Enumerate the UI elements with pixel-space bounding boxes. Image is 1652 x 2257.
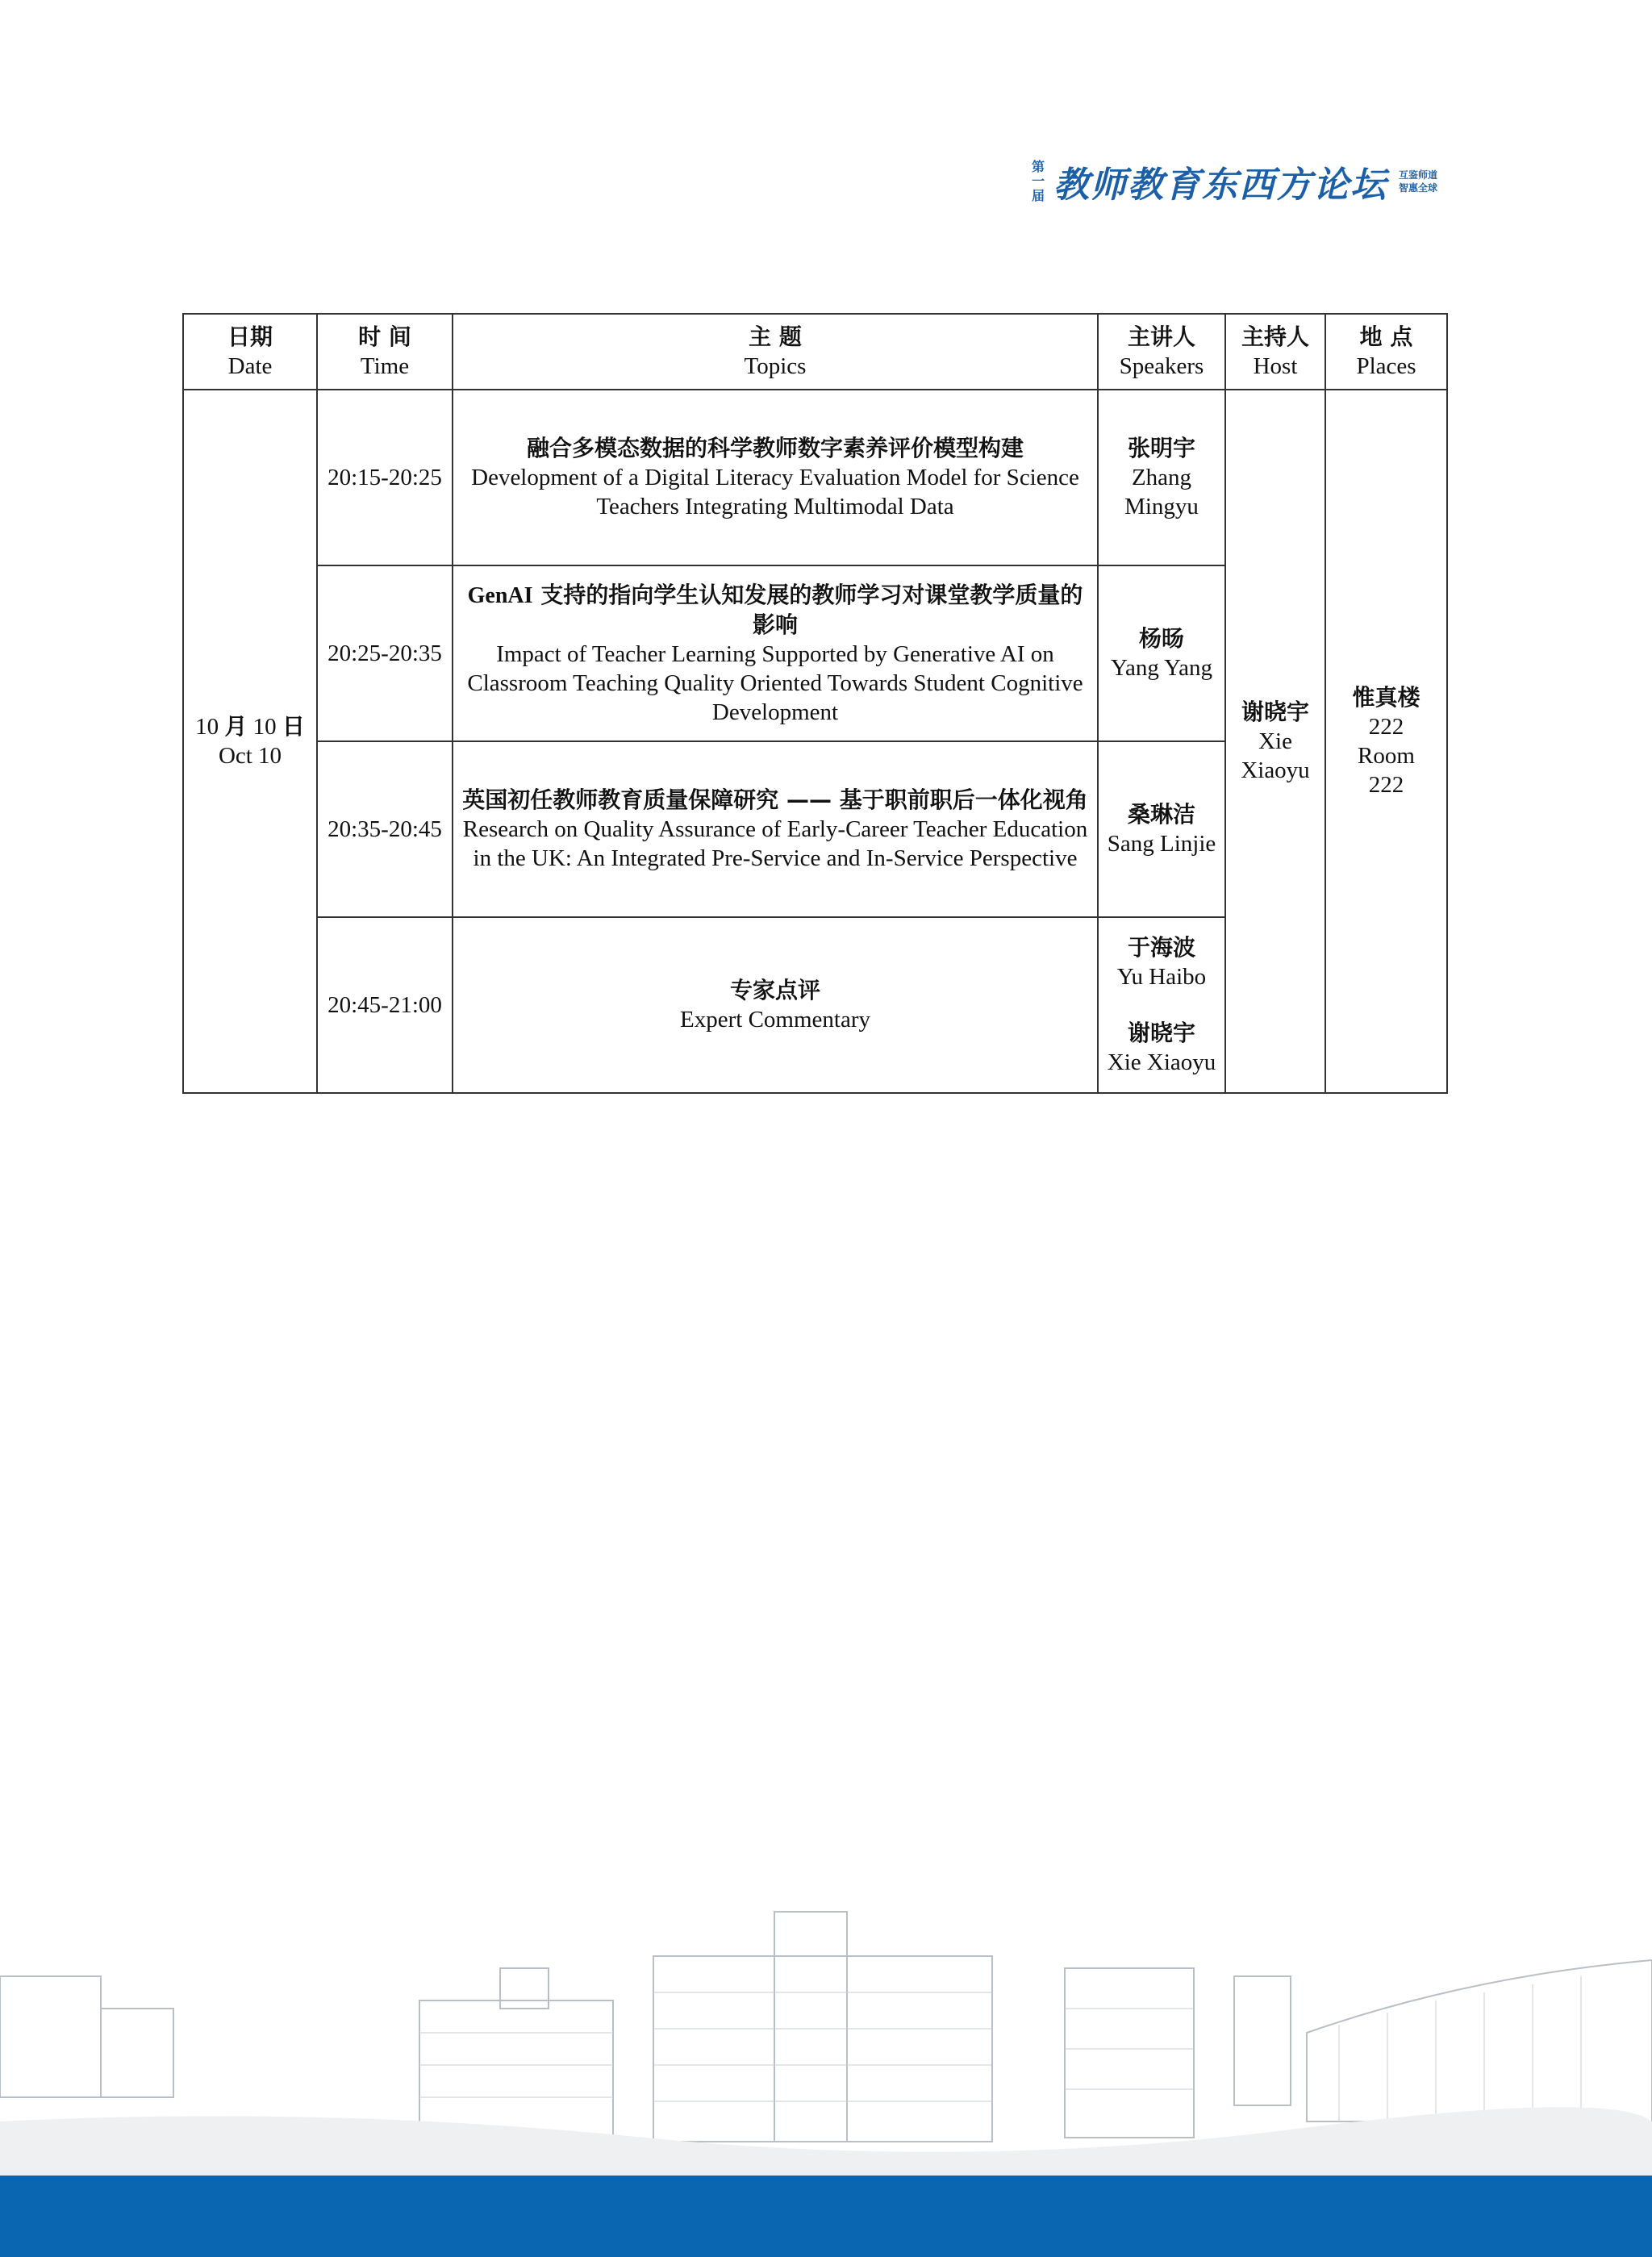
speaker-zh: 于海波 (1127, 934, 1195, 961)
speaker-en: Zhang (1131, 465, 1192, 490)
header-places: 地 点 Places (1325, 314, 1447, 390)
topic-en: Expert Commentary (680, 1007, 870, 1033)
speaker-zh: 桑琳洁 (1127, 801, 1195, 828)
speaker-cell (1098, 917, 1225, 1093)
footer-bar (0, 2176, 1652, 2257)
place-zh: 惟真楼 (1352, 684, 1420, 711)
speaker-cell (1098, 390, 1225, 565)
speaker-zh: 谢晓宇 (1127, 1020, 1195, 1046)
topic-en: Research on Quality Assurance of Early-Career Teacher Education in the UK: An Integrated Pre-Service and In-Service Perspective (462, 816, 1088, 871)
time-cell: 20:45-21:00 (317, 917, 453, 1093)
topic-zh: GenAI 支持的指向学生认知发展的教师学习对课堂教学质量的影响 (467, 581, 1083, 638)
speaker-zh: 张明宇 (1127, 435, 1195, 461)
topic-zh: 融合多模态数据的科学教师数字素养评价模型构建 (526, 435, 1024, 461)
room-en: Room (1358, 743, 1415, 769)
topic-cell (453, 917, 1098, 1093)
forum-logo (1031, 157, 1454, 206)
forum-slogan (1399, 169, 1437, 194)
host-zh: 谢晓宇 (1241, 699, 1309, 725)
topic-en: Impact of Teacher Learning Supported by Generative AI on Classroom Teaching Quality Oriented Towards Student Cognitive Development (467, 640, 1083, 725)
header-topics: 主 题 Topics (453, 314, 1098, 390)
speaker-spacer (1102, 991, 1221, 1019)
header-host: 主持人 Host (1225, 314, 1325, 390)
speaker-cell (1098, 565, 1225, 741)
speaker-en: Yang Yang (1111, 655, 1212, 681)
host-cell (1225, 390, 1325, 1093)
topic-cell (453, 741, 1098, 917)
speaker-zh: 杨旸 (1138, 625, 1184, 652)
header-speakers: 主讲人 Speakers (1098, 314, 1225, 390)
time-cell: 20:25-20:35 (317, 565, 453, 741)
speaker-en: Mingyu (1124, 494, 1199, 519)
topic-zh: 英国初任教师教育质量保障研究 —— 基于职前职后一体化视角 (462, 786, 1088, 813)
header-time: 时 间 Time (317, 314, 453, 390)
room-number: 222 (1368, 714, 1404, 740)
host-en: Xie (1258, 728, 1292, 754)
slogan-line-2: 智惠全球 (1399, 182, 1438, 194)
speaker-en: Sang Linjie (1107, 831, 1216, 857)
schedule-table (182, 313, 1448, 1094)
table-header-row (183, 314, 1447, 390)
topic-zh: 专家点评 (729, 977, 820, 1003)
slogan-line-1: 互鉴师道 (1399, 169, 1438, 181)
topic-en: Development of a Digital Literacy Evaluation Model for Science Teachers Integrating Multimodal Data (471, 465, 1079, 519)
room-en-number: 222 (1368, 772, 1404, 798)
header-date: 日期 Date (183, 314, 317, 390)
place-cell (1325, 390, 1447, 1093)
topic-cell (453, 565, 1098, 741)
date-en: Oct 10 (218, 743, 282, 769)
date-cell (183, 390, 317, 1093)
time-cell: 20:35-20:45 (317, 741, 453, 917)
forum-title: 教师教育东西方论坛 (1053, 165, 1387, 206)
topic-cell (453, 390, 1098, 565)
table-row (183, 390, 1447, 565)
date-zh: 10 月 10 日 (195, 713, 305, 740)
edition-label: 第一届 (1031, 159, 1045, 203)
speaker-cell (1098, 741, 1225, 917)
speaker-en: Xie Xiaoyu (1107, 1049, 1216, 1075)
campus-skyline-illustration (0, 1879, 1652, 2178)
host-en: Xiaoyu (1241, 757, 1310, 783)
time-cell: 20:15-20:25 (317, 390, 453, 565)
speaker-en: Yu Haibo (1116, 964, 1207, 990)
